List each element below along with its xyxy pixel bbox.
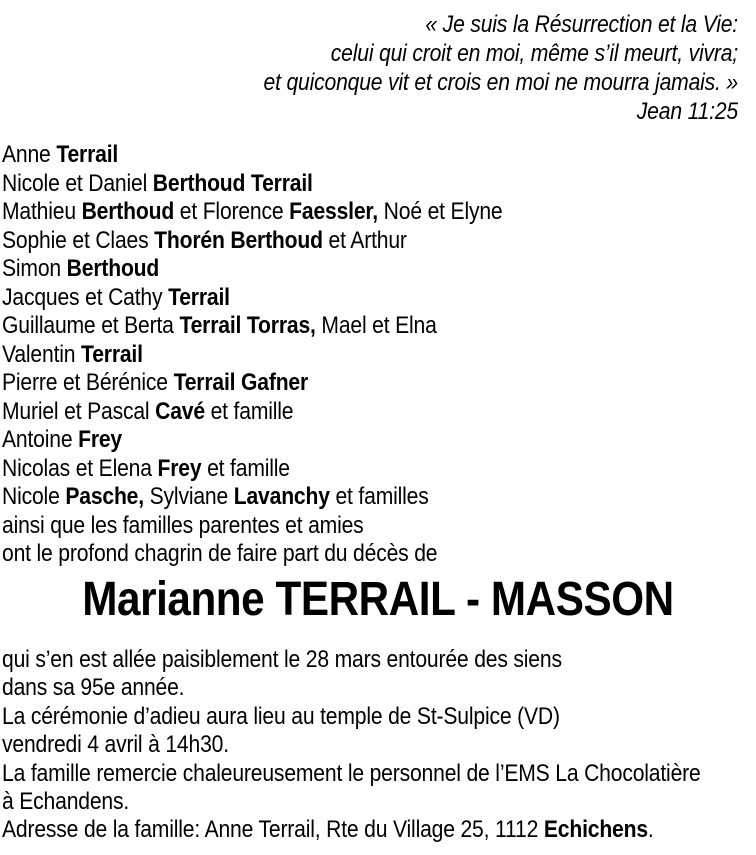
text-line <box>2 341 756 370</box>
text-segment: Terrail Torras, <box>179 312 316 339</box>
text-line <box>2 198 756 227</box>
text-line <box>2 141 756 170</box>
text-segment: et familles <box>329 483 429 510</box>
text-segment: Terrail Gafner <box>173 369 309 396</box>
text-segment: Sophie et Claes <box>2 226 155 254</box>
text-segment: ont le profond chagrin de faire part du décès de <box>2 540 438 567</box>
text-line <box>2 170 756 199</box>
text-line <box>2 255 756 284</box>
text-segment: et famille <box>201 454 290 482</box>
text-segment: Berthoud Terrail <box>152 169 313 197</box>
text-segment: Mael et Elna <box>315 312 437 339</box>
text-segment: Simon <box>2 255 67 282</box>
deceased-name: Marianne TERRAIL - MASSON <box>82 573 674 626</box>
text-line <box>2 540 756 569</box>
text-segment: et quiconque vit et crois en moi ne mourra jamais. » <box>263 69 738 96</box>
text-segment: Frey <box>157 454 202 482</box>
text-line <box>2 426 756 455</box>
text-line <box>2 760 756 788</box>
text-segment: qui s’en est allée paisiblement le 28 mars entourée des siens <box>2 646 562 673</box>
text-segment: celui qui croit en moi, même s’il meurt, vivra; <box>330 40 738 67</box>
text-segment: et Arthur <box>322 226 407 254</box>
quote-reference: Jean 11:25 <box>636 98 738 125</box>
text-line <box>2 312 756 341</box>
text-segment: Adresse de la famille: Anne Terrail, Rte du Village 25, 1112 <box>2 816 544 844</box>
text-segment: Berthoud <box>66 255 160 282</box>
text-line <box>2 284 756 313</box>
text-line <box>2 483 756 512</box>
text-line <box>2 731 756 759</box>
text-segment: Noé et Elyne <box>377 198 503 225</box>
family-names-list <box>2 141 756 569</box>
text-line <box>2 398 756 427</box>
text-line <box>2 455 756 484</box>
text-segment: Thorén Berthoud <box>154 226 323 254</box>
text-segment: et famille <box>204 397 294 425</box>
text-segment: « Je suis la Résurrection et la Vie: <box>425 11 738 38</box>
text-segment: . <box>647 816 654 844</box>
announcement-text <box>2 646 756 845</box>
text-line <box>2 512 756 541</box>
text-segment: et Florence <box>174 198 290 225</box>
text-segment: Muriel et Pascal <box>2 397 156 425</box>
text-line <box>0 10 738 39</box>
text-line <box>2 227 756 256</box>
text-segment: Valentin <box>2 340 82 368</box>
text-segment: Pierre et Bérénice <box>2 369 174 396</box>
text-segment: dans sa 95e année. <box>2 674 185 702</box>
text-segment: Terrail <box>168 283 230 311</box>
text-segment: Frey <box>78 426 123 453</box>
text-segment: Lavanchy <box>233 483 330 510</box>
text-segment: Nicole <box>2 483 66 510</box>
text-line <box>2 816 756 844</box>
text-segment: La famille remercie chaleureusement le personnel de l’EMS La Chocolatière <box>2 759 701 787</box>
scripture-quote <box>0 10 738 126</box>
text-segment: Sylviane <box>143 483 234 510</box>
quote-lines <box>0 10 738 97</box>
text-segment: Terrail <box>56 141 119 168</box>
text-line <box>2 646 756 674</box>
text-segment: Pasche, <box>65 483 144 510</box>
text-segment: Echichens <box>543 816 648 844</box>
text-line <box>2 674 756 702</box>
text-segment: à Echandens. <box>2 788 130 816</box>
text-line <box>2 703 756 731</box>
text-segment: Faessler, <box>289 198 378 225</box>
text-segment: Mathieu <box>2 198 82 225</box>
text-segment: Anne <box>2 141 57 168</box>
text-segment: La cérémonie d’adieu aura lieu au temple de St-Sulpice (VD) <box>2 702 560 730</box>
text-line <box>2 788 756 816</box>
text-line <box>0 68 738 97</box>
text-segment: Jacques et Cathy <box>2 283 169 311</box>
text-line <box>0 39 738 68</box>
text-segment: Berthoud <box>81 198 175 225</box>
text-line <box>2 369 756 398</box>
text-segment: Nicolas et Elena <box>2 454 158 482</box>
text-segment: Nicole et Daniel <box>2 169 153 197</box>
text-segment: Terrail <box>81 340 143 368</box>
text-segment: ainsi que les familles parentes et amies <box>2 511 364 539</box>
text-segment: Guillaume et Berta <box>2 312 180 339</box>
text-segment: Cavé <box>155 397 205 425</box>
text-segment: vendredi 4 avril à 14h30. <box>2 731 229 759</box>
text-segment: Antoine <box>2 426 79 453</box>
